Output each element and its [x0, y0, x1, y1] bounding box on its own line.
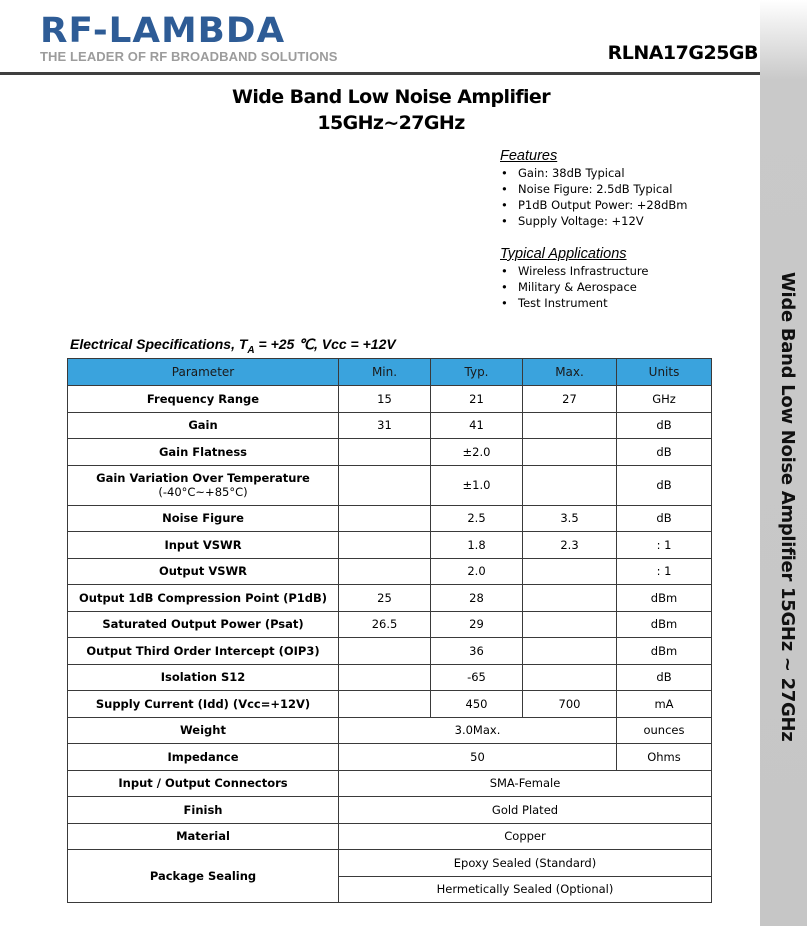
- table-header-row: [68, 359, 712, 386]
- column-header-units: Units: [617, 359, 712, 386]
- table-row: Gain Variation Over Temperature (-40°C~+85°C) ±1.0 dB: [68, 465, 712, 505]
- company-logo: [40, 12, 338, 64]
- table-row: Saturated Output Power (Psat) 26.5 29 dBm: [68, 611, 712, 638]
- list-item: • Noise Figure: 2.5dB Typical: [500, 181, 687, 197]
- title-line-1: Wide Band Low Noise Amplifier: [232, 86, 550, 108]
- table-row: Supply Current (Idd) (Vcc=+12V) 450 700 mA: [68, 691, 712, 718]
- table-row: Frequency Range 15 21 27 GHz: [68, 386, 712, 413]
- spec-heading: Electrical Specifications, $T_A = +25$ ℃, Vcc = +12V: [70, 336, 396, 356]
- table-row: Material Copper: [68, 823, 712, 850]
- title-line-2: 15GHz~27GHz: [317, 112, 465, 134]
- features-section: [500, 148, 687, 229]
- table-row: Noise Figure 2.5 3.5 dB: [68, 505, 712, 532]
- spec-table: [67, 358, 712, 903]
- table-row: Weight 3.0Max. ounces: [68, 717, 712, 744]
- table-row: Output VSWR 2.0 : 1: [68, 558, 712, 585]
- table-row: Output 1dB Compression Point (P1dB) 25 28 dBm: [68, 585, 712, 612]
- column-header-min: Min.: [339, 359, 431, 386]
- column-header-parameter: Parameter: [68, 359, 339, 386]
- table-row: Package Sealing Epoxy Sealed (Standard): [68, 850, 712, 877]
- list-item: • Gain: 38dB Typical: [500, 165, 687, 181]
- header-divider: [0, 72, 760, 75]
- table-row: Input / Output Connectors SMA-Female: [68, 770, 712, 797]
- applications-heading: Typical Applications: [500, 246, 627, 262]
- applications-section: [500, 246, 648, 311]
- features-heading: Features: [500, 148, 558, 164]
- part-number: RLNA17G25GB: [607, 42, 758, 64]
- list-item: • Military & Aerospace: [500, 279, 648, 295]
- list-item: • Supply Voltage: +12V: [500, 213, 687, 229]
- table-row: Input VSWR 1.8 2.3 : 1: [68, 532, 712, 559]
- table-row: Gain 31 41 dB: [68, 412, 712, 439]
- list-item: • Wireless Infrastructure: [500, 263, 648, 279]
- applications-list: [500, 263, 648, 311]
- features-list: [500, 165, 687, 229]
- table-row: Isolation S12 -65 dB: [68, 664, 712, 691]
- list-item: • Test Instrument: [500, 295, 648, 311]
- document-title: [0, 84, 782, 136]
- table-row: Gain Flatness ±2.0 dB: [68, 439, 712, 466]
- table-row: Finish Gold Plated: [68, 797, 712, 824]
- brand-name: RF-LAMBDA: [40, 11, 286, 51]
- side-title: Wide Band Low Noise Amplifier 15GHz ~ 27GHz: [777, 272, 798, 742]
- table-row: Output Third Order Intercept (OIP3) 36 dBm: [68, 638, 712, 665]
- brand-tagline: THE LEADER OF RF BROADBAND SOLUTIONS: [40, 49, 338, 64]
- column-header-typ: Typ.: [431, 359, 523, 386]
- column-header-max: Max.: [523, 359, 617, 386]
- table-row: Impedance 50 Ohms: [68, 744, 712, 771]
- table-row: Hermetically Sealed (Optional): [68, 876, 712, 903]
- list-item: • P1dB Output Power: +28dBm: [500, 197, 687, 213]
